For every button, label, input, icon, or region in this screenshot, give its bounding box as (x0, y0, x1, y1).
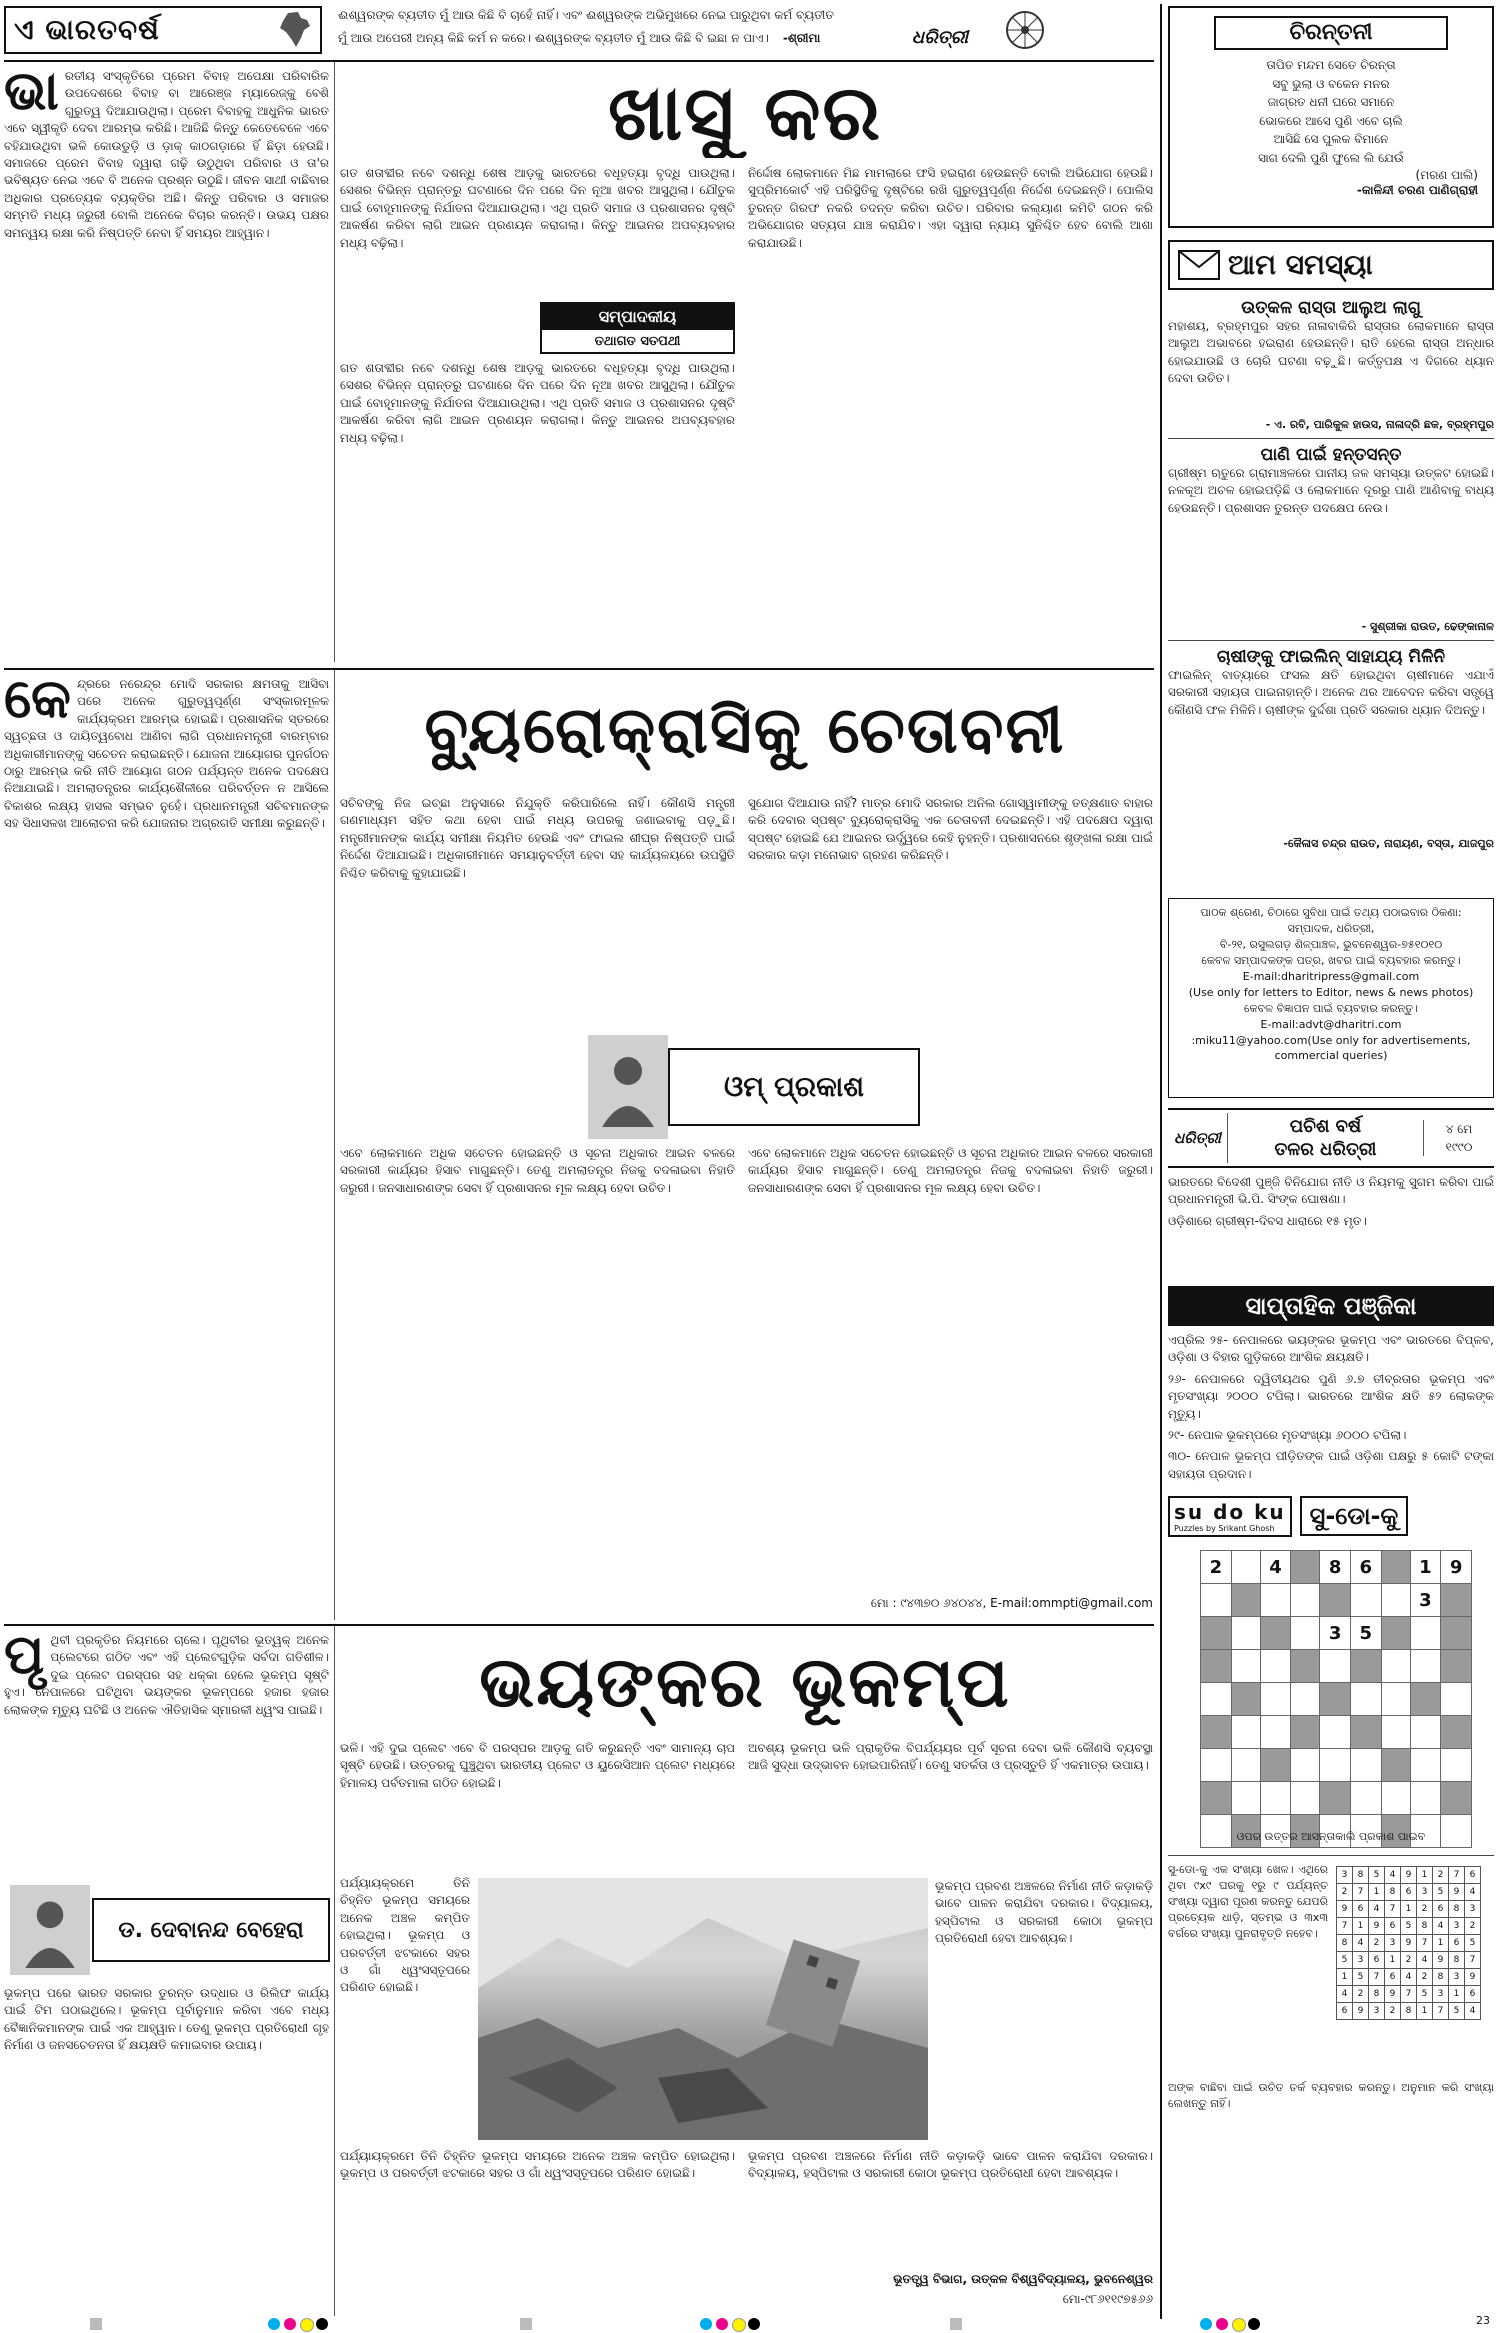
sudoku-cell[interactable] (1320, 1749, 1351, 1782)
sudoku-cell[interactable]: 2 (1201, 1551, 1232, 1584)
sudoku-cell[interactable] (1201, 1650, 1232, 1683)
earthquake-left-text: ଥିବୀ ପ୍ରକୃତିର ନିୟମରେ ଚାଲେ। ପୃଥିବୀର ଭୂତ୍ୱକ୍ ଅନେକ ପ୍ଲେଟରେ ଗଠିତ ଏବଂ ଏହି ପ୍ଲେଟଗୁଡ଼ିକ ସର୍ବଦା ଗତିଶୀଳ। ଦୁଇ ପ୍ଲେଟ ପରସ୍ପର ସହ ଧକ୍କା ହେଲେ ଭୂକମ୍ପ ସୃଷ୍ଟି ହୁଏ। ନେପାଳରେ ଘଟିଥିବା ଭୟଙ୍କର ଭୂକମ୍ପରେ ହଜାର ହଜାର ଲୋକଙ୍କ ମୃତ୍ୟୁ ଘଟିଛି ଓ ଅନେକ ଐତିହାସିକ ସ୍ମାରକୀ ଧ୍ୱଂସ ପାଇଛି। (4, 1633, 329, 1717)
sudoku-cell[interactable] (1291, 1683, 1320, 1716)
answer-cell: 9 (1401, 1867, 1417, 1884)
answer-cell: 4 (1337, 1986, 1353, 2003)
answer-cell: 8 (1449, 1952, 1465, 1969)
weekly-item: ୩୦- ନେପାଳ ଭୂକମ୍ପ ପୀଡ଼ିତଙ୍କ ପାଇଁ ଓଡ଼ିଶା ପକ୍ଷରୁ ୫ କୋଟି ଟଙ୍କା ସହାୟତା ପ୍ରଦାନ। (1168, 1449, 1494, 1481)
bureaucracy-left-column (4, 676, 329, 1616)
sudoku-cell[interactable] (1410, 1650, 1441, 1683)
earthquake-photo (478, 1878, 928, 2140)
answer-cell: 6 (1369, 1952, 1385, 1969)
answer-cell: 3 (1385, 1935, 1401, 1952)
answer-cell: 2 (1417, 1969, 1433, 1986)
twenty-five-year: ୧୯୯୦ (1445, 1140, 1473, 1154)
answer-cell: 1 (1449, 1986, 1465, 2003)
answer-cell: 8 (1401, 2003, 1417, 2020)
dharitri-mini-logo: ଧରିତ୍ରୀ (1168, 1113, 1228, 1163)
twenty-five-items (1168, 1174, 1494, 1274)
page-number: 23 (1476, 2314, 1490, 2327)
love-marriage-article (4, 68, 329, 664)
chirantani-box (1168, 6, 1494, 228)
answer-cell: 1 (1417, 1867, 1433, 1884)
sudoku-cell[interactable] (1350, 1749, 1381, 1782)
answer-cell: 2 (1353, 1986, 1369, 2003)
answer-cell: 3 (1353, 1952, 1369, 1969)
sudoku-cell[interactable] (1260, 1749, 1291, 1782)
contact-line: ସମ୍ପାଦକ, ଧରିତ୍ରୀ, (1287, 921, 1375, 935)
bureaucracy-lower-right (748, 1145, 1153, 1590)
weekly-item: ୨୬- ନେପାଳରେ ଦ୍ୱିତୀୟଥର ପୁଣି ୬.୭ ତୀବ୍ରତାର ଭୂକମ୍ପ ଏବଂ ମୃତସଂଖ୍ୟା ୨୦୦୦ ଟପିଲା। ଭାରତରେ ଆଂଶିକ କ୍ଷତି ୫୨ ଲୋକଙ୍କ ମୃତ୍ୟୁ। (1168, 1371, 1494, 1421)
sudoku-cell[interactable]: 1 (1410, 1551, 1441, 1584)
earthquake-bottom-left-body: ପର୍ଯ୍ୟାୟକ୍ରମେ ତିନି ଚିହ୍ନିତ ଭୂକମ୍ପ ସମୟରେ ଅନେକ ଅଞ୍ଚଳ କମ୍ପିତ ହୋଇଥିଲା। ଭୂକମ୍ପ ଓ ପରବର୍ତ୍ତୀ ଝଟକାରେ ସହର ଓ ଗାଁ ଧ୍ୱଂସସ୍ତୂପରେ ପରିଣତ ହୋଇଛି। (340, 2149, 735, 2181)
sudoku-cell[interactable] (1320, 1650, 1351, 1683)
editorial-left-body: ଗତ ଶତାବ୍ଦୀର ନବେ ଦଶନ୍ଧି ଶେଷ ଆଡ଼କୁ ଭାରତରେ ବଧୂହତ୍ୟା ବୃଦ୍ଧି ପାଉଥିଲା। ସେଶର ବିଭିନ୍ନ ପ୍ରାନ୍ତରୁ ଘଟଣାରେ ଦିନ ପରେ ଦିନ ନୂଆ ଖବର ଆସୁଥିଲା। ଯୌତୁକ ପାଇଁ ବୋହୂମାନଙ୍କୁ ନିର୍ଯାତନା ଦିଆଯାଉଥିଲା। ଏଥି ପ୍ରତି ସମାଜ ଓ ପ୍ରଶାସନର ଦୃଷ୍ଟି ଆକର୍ଷଣ କରିବା ଲାଗି ଆଇନ ପ୍ରଣୟନ କରାଗଲା। କିନ୍ତୁ ଆଇନର ଅପବ୍ୟବହାର ମଧ୍ୟ ବଢ଼ିଲା। (340, 166, 735, 250)
yahoo-email[interactable]: :miku11@yahoo.com(Use only for advertisements, commercial queries) (1191, 1033, 1471, 1063)
answer-cell: 4 (1433, 1918, 1449, 1935)
sudoku-cell[interactable] (1291, 1749, 1320, 1782)
sudoku-answer-table (1336, 1866, 1481, 2020)
letter-2-signature: - ସୁଶ୍ରୀକା ରାଉତ, ଢେଙ୍କାନାଳ (1361, 620, 1494, 633)
dropcap: ଭା (4, 68, 59, 122)
answer-cell: 5 (1449, 2003, 1465, 2020)
grey-swatch (90, 2318, 102, 2330)
earthquake-left-top (4, 1632, 329, 1882)
answer-cell: 4 (1385, 1867, 1401, 1884)
bureaucracy-mid-body: ସଚିବଙ୍କୁ ନିଜ ଇଚ୍ଛା ଅନୁସାରେ ନିଯୁକ୍ତି କରିପାରିଲେ ନାହିଁ। କୌଣସି ମନ୍ତ୍ରୀ ଗଣମାଧ୍ୟମ ସହିତ କଥା ହେବା ପାଇଁ ମଧ୍ୟ ଉପରକୁ ଜଣାଇବାକୁ ପଡ଼ୁଛି। ମନ୍ତ୍ରୀମାନଙ୍କ କାର୍ଯ୍ୟ ସମୀକ୍ଷା ନିୟମିତ ହେଉଛି ଏବଂ ଫାଇଲ ଶୀଘ୍ର ନିଷ୍ପତ୍ତି ପାଇଁ ନିର୍ଦ୍ଦେଶ ଦିଆଯାଇଛି। ଅଧିକାରୀମାନେ ସମୟାନୁବର୍ତ୍ତୀ ହେବା ସହ କାର୍ଯ୍ୟଳୟରେ ଉପସ୍ଥିତି ନିଶ୍ଚିତ କରିବାକୁ କୁହାଯାଇଛି। (340, 796, 735, 880)
dropcap: ପୃ (4, 1632, 45, 1686)
sudoku-cell[interactable]: 3 (1320, 1617, 1351, 1650)
sudoku-cell[interactable] (1231, 1617, 1260, 1650)
envelope-icon (1178, 250, 1220, 280)
answer-cell: 8 (1353, 1867, 1369, 1884)
twenty-five-item: ଓଡ଼ିଶାରେ ଗ୍ରୀଷ୍ମ-ଦିବସ ଧାରାରେ ୧୫ ମୃତ। (1168, 1213, 1367, 1228)
sudoku-cell[interactable] (1410, 1782, 1441, 1815)
cyan-swatch (1200, 2318, 1212, 2330)
answer-cell: 9 (1353, 2003, 1369, 2020)
sudoku-cell[interactable] (1291, 1551, 1320, 1584)
sudoku-instructions: ସୁ-ଡୋ-କୁ ଏକ ସଂଖ୍ୟା ଖେଳ। ଏଥିରେ ଥିବା ୯x୯ ଘରକୁ ୧ରୁ ୯ ପର୍ଯ୍ୟନ୍ତ ସଂଖ୍ୟା ଦ୍ୱାରା ପୂରଣ କରନ୍ତୁ ଯେପରି ପ୍ରତ୍ୟେକ ଧାଡ଼ି, ସ୍ତମ୍ଭ ଓ ୩x୩ ବର୍ଗରେ ସଂଖ୍ୟା ପୁନରାବୃତ୍ତି ନହେବ। (1168, 1863, 1328, 1940)
sudoku-cell[interactable] (1260, 1650, 1291, 1683)
answer-cell: 8 (1433, 1969, 1449, 1986)
earthquake-left-lower-text: ଭୂକମ୍ପ ପରେ ଭାରତ ସରକାର ତୁରନ୍ତ ଉଦ୍ଧାର ଓ ରିଲିଫ କାର୍ଯ୍ୟ ପାଇଁ ଟିମ ପଠାଇଥିଲେ। ଭୂକମ୍ପ ପୂର୍ବାନୁମାନ କରିବା ଏବେ ମଧ୍ୟ ବୈଜ୍ଞାନିକମାନଙ୍କ ପାଇଁ ଏକ ଆହ୍ୱାନ। ତେଣୁ ଭୂକମ୍ପ ପ୍ରତିରୋଧୀ ଗୃହ ନିର୍ମାଣ ଓ ଜନସଚେତନତା ହିଁ କ୍ଷୟକ୍ଷତି କମାଇବାର ଉପାୟ। (4, 1986, 329, 2053)
bureaucracy-headline: ବ୍ୟୁରୋକ୍ରାସିକୁ ଚେତାବନୀ (424, 693, 1066, 768)
answer-cell: 8 (1385, 1884, 1401, 1901)
sudoku-cell[interactable] (1260, 1617, 1291, 1650)
masthead-logo-text: ଏ ଭାରତବର୍ଷ (14, 13, 160, 46)
sudoku-cell[interactable] (1441, 1782, 1472, 1815)
contact-line: କେବଳ ବିଜ୍ଞାପନ ପାଇଁ ବ୍ୟବହାର କରନ୍ତୁ। (1243, 1001, 1418, 1015)
sudoku-cell[interactable] (1350, 1716, 1381, 1749)
earthquake-bottom-right (748, 2148, 1153, 2268)
letter-2-text: ଗ୍ରୀଷ୍ମ ଋତୁରେ ଗ୍ରାମାଞ୍ଚଳରେ ପାନୀୟ ଜଳ ସମସ୍ୟା ଉତ୍କଟ ହୋଇଛି। ନଳକୂଅ ଅଚଳ ହୋଇପଡ଼ିଛି ଓ ଲୋକମାନେ ଦୂରରୁ ପାଣି ଆଣିବାକୁ ବାଧ୍ୟ ହେଉଛନ୍ତି। ପ୍ରଶାସନ ତୁରନ୍ତ ପଦକ୍ଷେପ ନେଉ। (1168, 466, 1494, 515)
answer-cell: 5 (1369, 1867, 1385, 1884)
letter-1-signature: - ଏ. ରବି, ପାରିକୁଳ ହାଉସ, ନାଳାଦ୍ରି ଛକ, ବ୍ରହ୍ମପୁର (1265, 418, 1494, 431)
earthquake-right-body: ଅବଶ୍ୟ ଭୂକମ୍ପ ଭଳି ପ୍ରାକୃତିକ ବିପର୍ଯ୍ୟୟର ପୂର୍ବ ସୂଚନା ଦେବା ଭଳି କୌଣସି ବ୍ୟବସ୍ଥା ଆଜି ସୁଦ୍ଧା ଉଦ୍ଭାବନ ହୋଇପାରିନାହିଁ। ତେଣୁ ସତର୍କତା ଓ ପ୍ରସ୍ତୁତି ହିଁ ଏକମାତ୍ର ଉପାୟ। (748, 1741, 1153, 1773)
answer-cell: 5 (1465, 1935, 1481, 1952)
chirantani-title-box: ଚିରନ୍ତନୀ (1214, 16, 1448, 50)
answer-cell: 1 (1337, 1969, 1353, 1986)
editorial-right-body: ନିର୍ଦ୍ଦୋଷ ଲୋକମାନେ ମିଛ ମାମଲାରେ ଫସି ହଇରାଣ ହେଉଛନ୍ତି ବୋଲି ଅଭିଯୋଗ ହେଉଛି। ସୁପ୍ରିମକୋର୍ଟ ଏହି ପରିସ୍ଥିତିକୁ ଦୃଷ୍ଟିରେ ରଖି ଗୁରୁତ୍ୱପୂର୍ଣ୍ଣ ନିର୍ଦ୍ଦେଶ ଦେଇଛନ୍ତି। ପୋଲିସ ତୁରନ୍ତ ଗିରଫ ନକରି ତଦନ୍ତ କରିବା ଉଚିତ। ପରିବାର କଲ୍ୟାଣ କମିଟି ଗଠନ କରି ଅଭିଯୋଗର ସତ୍ୟତା ଯାଞ୍ଚ କରାଯିବ। ଏହା ଦ୍ୱାରା ନ୍ୟାୟ ସୁନିଶ୍ଚିତ ହେବ ବୋଲି ଆଶା କରାଯାଉଛି। (748, 166, 1153, 250)
twenty-five-item: ଭାରତରେ ବିଦେଶୀ ପୁଞ୍ଜି ବିନିଯୋଗ ନୀତି ଓ ନିୟମକୁ ସୁଗମ କରିବା ପାଇଁ ପ୍ରଧାନମନ୍ତ୍ରୀ ଭି.ପି. ସିଂଙ୍କ ଘୋଷଣା। (1168, 1175, 1494, 1207)
answer-cell: 2 (1417, 1901, 1433, 1918)
bureaucracy-right-body: ସୁଯୋଗ ଦିଆଯାଉ ନାହିଁ? ମାତ୍ର ମୋଦି ସରକାର ଅନିଲ ଗୋସ୍ୱାମୀଙ୍କୁ ତତ୍କ୍ଷଣାତ ବାହାର କରି ଦେବାର ସ୍ପଷ୍ଟ ବ୍ୟୁରୋକ୍ରାସିକୁ ଏକ ଚେତାବନୀ ଦେଇଛନ୍ତି। ଏହି ପଦକ୍ଷେପ ଦ୍ୱାରା ସ୍ପଷ୍ଟ ହୋଇଛି ଯେ ଆଇନର ଊର୍ଦ୍ଧ୍ୱରେ କେହି ନୁହନ୍ତି। ପ୍ରଶାସନରେ ଶୃଙ୍ଖଳା ରକ୍ଷା ପାଇଁ ସରକାର କଡ଼ା ମନୋଭାବ ଗ୍ରହଣ କରିଛନ୍ତି। (748, 796, 1153, 863)
sudoku-cell[interactable] (1201, 1683, 1232, 1716)
sudoku-cell[interactable] (1260, 1683, 1291, 1716)
earthquake-mid-lower-body: ପର୍ଯ୍ୟାୟକ୍ରମେ ତିନି ଚିହ୍ନିତ ଭୂକମ୍ପ ସମୟରେ ଅନେକ ଅଞ୍ଚଳ କମ୍ପିତ ହୋଇଥିଲା। ଭୂକମ୍ପ ଓ ପରବର୍ତ୍ତୀ ଝଟକାରେ ସହର ଓ ଗାଁ ଧ୍ୱଂସସ୍ତୂପରେ ପରିଣତ ହୋଇଛି। (340, 1876, 470, 1995)
earthquake-left-lower (4, 1985, 329, 2315)
twenty-five-title-1: ପଚିଶ ବର୍ଷ (1289, 1115, 1362, 1137)
answer-cell: 9 (1401, 1935, 1417, 1952)
sudoku-cell[interactable] (1441, 1749, 1472, 1782)
answer-cell: 6 (1353, 1901, 1369, 1918)
poem-line: ତାପିତ ମନ୍ଦମ ସେତେ ଚିରନ୍ତା (1266, 58, 1396, 72)
twenty-five-header (1168, 1108, 1494, 1168)
bureaucracy-mid-text (340, 795, 735, 1030)
author-photo-om-prakash (588, 1035, 668, 1139)
answer-cell: 1 (1417, 2003, 1433, 2020)
sudoku-cell[interactable] (1441, 1584, 1472, 1617)
person-icon (598, 1047, 658, 1127)
answer-cell: 4 (1465, 2003, 1481, 2020)
sudoku-cell[interactable] (1231, 1650, 1260, 1683)
cyan-swatch (268, 2318, 280, 2330)
editor-email-note: (Use only for letters to Editor, news & news photos) (1188, 985, 1474, 999)
yellow-swatch (732, 2318, 746, 2332)
sudoku-header (1168, 1490, 1494, 1542)
black-swatch (1248, 2318, 1260, 2330)
answer-cell: 7 (1465, 1952, 1481, 1969)
answer-cell: 1 (1401, 1901, 1417, 1918)
sudoku-cell[interactable] (1260, 1716, 1291, 1749)
answer-cell: 6 (1385, 1969, 1401, 1986)
twenty-five-years-box (1168, 1108, 1494, 1276)
sudoku-cell[interactable] (1381, 1749, 1410, 1782)
earthquake-right-text (748, 1740, 1153, 1870)
answer-cell: 3 (1417, 1884, 1433, 1901)
bureaucracy-right-text (748, 795, 1153, 1030)
answer-cell: 5 (1337, 1952, 1353, 1969)
sudoku-cell[interactable]: 8 (1320, 1551, 1351, 1584)
contact-line: କେବଳ ସମ୍ପାଦକଙ୍କ ପତ୍ର, ଖବର ପାଇଁ ବ୍ୟବହାର କରନ୍ତୁ। (1201, 953, 1461, 967)
weekly-item: ୨୯- ନେପାଳ ଭୂକମ୍ପରେ ମୃତସଂଖ୍ୟା ୬୦୦୦ ଟପିଲା। (1168, 1427, 1407, 1442)
author-photo-debananda (10, 1885, 90, 1975)
answer-cell: 2 (1369, 1935, 1385, 1952)
article-text: ରତୀୟ ସଂସ୍କୃତିରେ ପ୍ରେମ ବିବାହ ଅପେକ୍ଷା ପରିବାରିକ ଉପଦେଶରେ ବିବାହ ବା ଆରେଞ୍ଜ ମ୍ୟାରେଜ୍କୁ ବେଶି ଗୁରୁତ୍ୱ ଦିଆଯାଉଥିଲା। ପ୍ରେମ ବିବାହକୁ ଆଧୁନିକ ଭାରତ ଏବେ ସ୍ୱୀକୃତି ଦେବା ଆରମ୍ଭ କରିଛି। ଆଜିଛି କିନ୍ତୁ କେତେବେଳେ ଏବେ ବହିଯାଉଥିବା ଭଳି କୋଉଡୁଡ଼ି ଓ ଡ଼ାକ୍ କାଠଗଡ଼ାରେ ହିଁ ଛିଡ଼ା ହେଉଛି। ସମାଜରେ ପ୍ରେମ ବିବାହ ଦ୍ୱାରା ଗଢ଼ି ଉଠୁଥିବା ପରିବାର ଓ ତା'ର ଭବିଷ୍ୟତ ନେଇ ଏବେ ବି ଅନେକ ପ୍ରଶ୍ନ ଉଠୁଛି। ଜୀବନ ସାଥୀ ବାଛିବାର ଅଧିକାର ପ୍ରତ୍ୟେକ ବ୍ୟକ୍ତିର ଅଛି। କିନ୍ତୁ ପରିବାର ଓ ସମାଜର ସମ୍ମତି ମଧ୍ୟ ଜରୁରୀ ବୋଲି ଅନେକେ ବିଚାର କରନ୍ତି। ଉଭୟ ପକ୍ଷର ସମନ୍ୱୟ ରକ୍ଷା କରି ନିଷ୍ପତ୍ତି ନେବା ହିଁ ସମୟର ଆହ୍ୱାନ। (4, 69, 329, 240)
answer-cell: 1 (1369, 1884, 1385, 1901)
twenty-five-date: ୪ ମେ (1445, 1122, 1473, 1136)
sudoku-cell[interactable] (1201, 1749, 1232, 1782)
grey-swatch (950, 2318, 962, 2330)
answer-cell: 4 (1465, 1884, 1481, 1901)
answer-cell: 3 (1369, 2003, 1385, 2020)
rubble-illustration (478, 1878, 928, 2140)
earthquake-bottom-right-body: ଭୂକମ୍ପ ପ୍ରବଣ ଅଞ୍ଚଳରେ ନିର୍ମାଣ ନୀତି କଡ଼ାକଡ଼ି ଭାବେ ପାଳନ କରାଯିବା ଦରକାର। ବିଦ୍ୟାଳୟ, ହସ୍ପିଟାଲ ଓ ସରକାରୀ କୋଠା ଭୂକମ୍ପ ପ୍ରତିରୋଧୀ ହେବା ଆବଶ୍ୟକ। (748, 2149, 1153, 2181)
answer-cell: 7 (1433, 2003, 1449, 2020)
earthquake-mid-text (340, 1740, 735, 1870)
sudoku-cell[interactable] (1291, 1782, 1320, 1815)
editorial-author: ତଥାଗତ ସତପଥୀ (594, 334, 681, 349)
answer-cell: 2 (1433, 1867, 1449, 1884)
sudoku-cell[interactable] (1231, 1551, 1260, 1584)
sudoku-cell[interactable] (1441, 1683, 1472, 1716)
sudoku-cell[interactable] (1381, 1617, 1410, 1650)
weekly-almanac-bar: ସାପ୍ତାହିକ ପଞ୍ଜିକା (1168, 1286, 1494, 1326)
magenta-swatch (1216, 2318, 1228, 2330)
letter-3-signature: -କୈଳାସ ଚନ୍ଦ୍ର ରାଉତ, ନାରାୟଣ, ବସ୍ତା, ଯାଜପୁର (1283, 837, 1494, 850)
sudoku-cell[interactable]: 3 (1410, 1584, 1441, 1617)
bureaucracy-lower-right-body: ଏବେ ଲୋକମାନେ ଅଧିକ ସଚେତନ ହୋଇଛନ୍ତି ଓ ସୂଚନା ଅଧିକାର ଆଇନ ବଳରେ ସରକାରୀ କାର୍ଯ୍ୟର ହିସାବ ମାଗୁଛନ୍ତି। ତେଣୁ ଅମଲାତନ୍ତ୍ର ନିଜକୁ ବଦଳାଇବା ନିହାତି ଜରୁରୀ। ଜନସାଧାରଣଙ୍କ ସେବା ହିଁ ପ୍ରଶାସନର ମୂଳ ଲକ୍ଷ୍ୟ ହେବା ଉଚିତ। (748, 1146, 1153, 1195)
masthead-logo (4, 6, 322, 54)
sudoku-cell[interactable] (1410, 1683, 1441, 1716)
answer-cell: 5 (1401, 1918, 1417, 1935)
answer-cell: 2 (1385, 2003, 1401, 2020)
answer-cell: 6 (1465, 1986, 1481, 2003)
editorial-text-right (748, 165, 1153, 660)
bureaucracy-lower-left (340, 1145, 735, 1590)
sudoku-bottom-note: ଅଙ୍କ ବାଛିବା ପାଇଁ ଉଚିତ ତର୍କ ବ୍ୟବହାର କରନ୍ତୁ। ଅନୁମାନ କରି ସଂଖ୍ୟା ଲେଖନ୍ତୁ ନାହିଁ। (1168, 2081, 1494, 2110)
yellow-swatch (300, 2318, 314, 2332)
answer-cell: 4 (1369, 1901, 1385, 1918)
letter-2-title: ପାଣି ପାଇଁ ହନ୍ତସନ୍ତ (1260, 445, 1402, 465)
sudoku-cell[interactable] (1260, 1584, 1291, 1617)
poem-line: ଭୋକରେ ଆସେ ପୁଣି ଏବେ ଚାଲି (1259, 113, 1403, 128)
sudoku-puzzle[interactable] (1200, 1550, 1472, 1822)
answer-cell: 3 (1337, 1867, 1353, 1884)
letter-3-text: ଫାଇଲିନ୍ ବାତ୍ୟାରେ ଫସଲ କ୍ଷତି ହୋଇଥିବା ଚାଷୀମାନେ ଏଯାଏଁ ସରକାରୀ ସହାୟତା ପାଇନାହାନ୍ତି। ଅନେକ ଥର ଆବେଦନ କରିବା ସତ୍ତ୍ୱେ କୌଣସି ଫଳ ମିଳିନି। ଚାଷୀଙ୍କ ଦୁର୍ଦ୍ଦଶା ପ୍ରତି ସରକାର ଧ୍ୟାନ ଦିଅନ୍ତୁ। (1168, 668, 1494, 717)
letter-1-title: ଉତ୍କଳ ରାସ୍ତା ଆଲୁଅ ଲାଗୁ (1241, 298, 1421, 318)
problem-letters (1168, 298, 1494, 888)
sudoku-cell[interactable] (1231, 1716, 1260, 1749)
sudoku-cell[interactable] (1291, 1617, 1320, 1650)
sudoku-cell[interactable] (1231, 1584, 1260, 1617)
answer-cell: 6 (1337, 2003, 1353, 2020)
letter-3-title: ଚାଷୀଙ୍କୁ ଫାଇଲିନ୍ ସାହାଯ୍ୟ ମିଳିନି (1216, 647, 1446, 667)
sudoku-footer-note: ଓପର ଉତ୍ତର ଆସନ୍ତାକାଲି ପ୍ରକାଶ ପାଇବ (1236, 1830, 1426, 1843)
poem-line: ସାଗ ଦେଲି ପୁଣି ଫୁଲେ ଲି ଯେଉଁ (1258, 150, 1404, 165)
magenta-swatch (284, 2318, 296, 2330)
weekly-almanac-items (1168, 1332, 1494, 1482)
quote-author: -ଶ୍ରୀମା (782, 30, 821, 45)
sudoku-cell[interactable] (1320, 1782, 1351, 1815)
answer-cell: 7 (1369, 1969, 1385, 1986)
bureaucracy-left-text: ନ୍ଦ୍ରରେ ନରେନ୍ଦ୍ର ମୋଦି ସରକାର କ୍ଷମତାକୁ ଆସିବା ପରେ ଅନେକ ଗୁରୁତ୍ୱପୂର୍ଣ୍ଣ ସଂସ୍କାରମୂଳକ କାର୍ଯ୍ୟକ୍ରମ ଆରମ୍ଭ ହୋଇଛି। ପ୍ରଶାସନିକ ସ୍ତରରେ ସ୍ୱଚ୍ଛତା ଓ ଦାୟିତ୍ୱବୋଧ ଆଣିବା ଲାଗି ପ୍ରଧାନମନ୍ତ୍ରୀ ବାରମ୍ବାର ଅଧିକାରୀମାନଙ୍କୁ ସଚେତନ କରାଇଛନ୍ତି। ଯୋଜନା ଆୟୋଗର ପୁନର୍ଗଠନ ଠାରୁ ଆରମ୍ଭ କରି ନୀତି ଆୟୋଗ ଗଠନ ପର୍ଯ୍ୟନ୍ତ ଅନେକ ପଦକ୍ଷେପ ନିଆଯାଇଛି। ଅମଲାତନ୍ତ୍ରର କାର୍ଯ୍ୟଶୈଳୀରେ ପରିବର୍ତ୍ତନ ନ ଆସିଲେ ବିକାଶର ଲକ୍ଷ୍ୟ ହାସଲ ସମ୍ଭବ ନୁହେଁ। ପ୍ରଧାନମନ୍ତ୍ରୀ ସଚିବମାନଙ୍କ ସହ ସିଧାସଳଖ ଆଲୋଚନା କରି ଯୋଜନାର ଅଗ୍ରଗତି ସମୀକ୍ଷା କରୁଛନ୍ତି। (4, 677, 329, 831)
author-name: ଓମ୍ ପ୍ରକାଶ (723, 1070, 865, 1103)
editorial-text-left (340, 165, 735, 300)
bureaucracy-lower-left-body: ଏବେ ଲୋକମାନେ ଅଧିକ ସଚେତନ ହୋଇଛନ୍ତି ଓ ସୂଚନା ଅଧିକାର ଆଇନ ବଳରେ ସରକାରୀ କାର୍ଯ୍ୟର ହିସାବ ମାଗୁଛନ୍ତି। ତେଣୁ ଅମଲାତନ୍ତ୍ର ନିଜକୁ ବଦଳାଇବା ନିହାତି ଜରୁରୀ। ଜନସାଧାରଣଙ୍କ ସେବା ହିଁ ପ୍ରଶାସନର ମୂଳ ଲକ୍ଷ୍ୟ ହେବା ଉଚିତ। (340, 1146, 735, 1195)
sudoku-cell[interactable] (1350, 1650, 1381, 1683)
earthquake-author-name: ଡ. ଦେବାନନ୍ଦ ବେହେରା (118, 1917, 304, 1943)
earthquake-bottom-left (340, 2148, 735, 2288)
answer-cell: 6 (1465, 1867, 1481, 1884)
earthquake-headline: ଭୟଙ୍କର ଭୂକମ୍ପ (479, 1640, 1011, 1723)
sudoku-cell[interactable] (1320, 1716, 1351, 1749)
answer-cell: 7 (1353, 1884, 1369, 1901)
answer-cell: 9 (1433, 1952, 1449, 1969)
sudoku-logo: su do ku (1174, 1499, 1286, 1524)
editorial-headline: ଖାସୁ କର (608, 68, 882, 157)
answer-cell: 5 (1353, 1969, 1369, 1986)
sudoku-cell[interactable] (1410, 1716, 1441, 1749)
masthead-quote (338, 6, 968, 54)
answer-cell: 6 (1449, 1935, 1465, 1952)
sudoku-cell[interactable] (1381, 1551, 1410, 1584)
sudoku-cell[interactable] (1350, 1584, 1381, 1617)
sudoku-byline: Puzzles by Srikant Ghosh (1174, 1523, 1275, 1533)
editorial-label: ସମ୍ପାଦକୀୟ (542, 304, 733, 330)
problem-header (1168, 240, 1494, 290)
answer-cell: 9 (1465, 1969, 1481, 1986)
sudoku-cell[interactable] (1201, 1782, 1232, 1815)
sudoku-answer-grid (1336, 1866, 1481, 2020)
answer-cell: 1 (1433, 1935, 1449, 1952)
dharitri-brand: ଧରିତ୍ରୀ (911, 27, 968, 48)
sudoku-cell[interactable]: 6 (1350, 1551, 1381, 1584)
sudoku-cell[interactable] (1410, 1749, 1441, 1782)
sudoku-cell[interactable] (1231, 1683, 1260, 1716)
quote-line-1: ଈଶ୍ୱରଙ୍କ ବ୍ୟତୀତ ମୁଁ ଆଉ କିଛି ବି ଚାହେଁ ନାହିଁ। ଏବଂ ଈଶ୍ୱରଙ୍କ ଅଭିମୁଖରେ ନେଇ ପାରୁଥିବା କର୍ମ ବ୍ୟତୀତ (338, 8, 834, 22)
author-name-box (668, 1048, 920, 1126)
answer-cell: 5 (1433, 1884, 1449, 1901)
sudoku-cell[interactable] (1381, 1584, 1410, 1617)
earthquake-right-narrow (935, 1878, 1153, 2140)
answer-cell: 1 (1385, 1952, 1401, 1969)
answer-cell: 8 (1337, 1935, 1353, 1952)
answer-cell: 2 (1337, 1884, 1353, 1901)
answer-cell: 3 (1449, 1918, 1465, 1935)
sudoku-cell[interactable] (1441, 1716, 1472, 1749)
answer-cell: 6 (1385, 1918, 1401, 1935)
answer-cell: 7 (1417, 1935, 1433, 1952)
answer-cell: 3 (1449, 1969, 1465, 1986)
answer-cell: 6 (1401, 1884, 1417, 1901)
poem-lines (1170, 56, 1492, 168)
sudoku-cell[interactable] (1201, 1617, 1232, 1650)
sudoku-cell[interactable] (1291, 1584, 1320, 1617)
sudoku-cell[interactable]: 4 (1260, 1551, 1291, 1584)
earthquake-mid-left-narrow (340, 1875, 470, 2175)
answer-cell: 2 (1401, 1952, 1417, 1969)
sudoku-cell[interactable] (1291, 1716, 1320, 1749)
sudoku-cell[interactable] (1320, 1584, 1351, 1617)
answer-cell: 6 (1433, 1901, 1449, 1918)
editor-email[interactable]: E-mail:dharitripress@gmail.com (1242, 969, 1420, 983)
sudoku-cell[interactable] (1320, 1683, 1351, 1716)
earthquake-contact: ମୋ-୯୮୬୧୧୯୭୫୬୬ (1062, 2292, 1153, 2306)
person-icon (21, 1892, 79, 1968)
weekly-item: ଏପ୍ରିଲ ୨୫- ନେପାଳରେ ଭୟଙ୍କର ଭୂକମ୍ପ ଏବଂ ଭାରତରେ ବିପ୍ଳବ, ଓଡ଼ିଶା ଓ ବିହାର ଗୁଡ଼ିକରେ ଆଂଶିକ କ୍ଷୟକ୍ଷତି। (1168, 1333, 1494, 1365)
answer-cell: 1 (1353, 1918, 1369, 1935)
poem-line: ଆସିଛି ସେ ପୁଲକ ବିମାନେ (1273, 132, 1389, 147)
earthquake-right-narrow-body: ଭୂକମ୍ପ ପ୍ରବଣ ଅଞ୍ଚଳରେ ନିର୍ମାଣ ନୀତି କଡ଼ାକଡ଼ି ଭାବେ ପାଳନ କରାଯିବା ଦରକାର। ବିଦ୍ୟାଳୟ, ହସ୍ପିଟାଲ ଓ ସରକାରୀ କୋଠା ଭୂକମ୍ପ ପ୍ରତିରୋଧୀ ହେବା ଆବଶ୍ୟକ। (935, 1879, 1153, 1946)
grey-swatch (520, 2318, 532, 2330)
sudoku-cell[interactable] (1410, 1617, 1441, 1650)
black-swatch (748, 2318, 760, 2330)
advt-email[interactable]: E-mail:advt@dharitri.com (1260, 1017, 1402, 1031)
twenty-five-title-2: ତଳର ଧରିତ୍ରୀ (1274, 1139, 1377, 1160)
editorial-label-box (540, 302, 735, 354)
yellow-swatch (1232, 2318, 1246, 2332)
sudoku-cell[interactable] (1231, 1782, 1260, 1815)
sudoku-cell[interactable] (1201, 1716, 1232, 1749)
sudoku-cell[interactable] (1381, 1650, 1410, 1683)
black-swatch (316, 2318, 328, 2330)
india-map-icon (274, 10, 314, 50)
sudoku-title-odia: ସୁ-ଡୋ-କୁ (1300, 1496, 1409, 1536)
sudoku-cell[interactable]: 9 (1441, 1551, 1472, 1584)
answer-cell: 8 (1417, 1918, 1433, 1935)
sudoku-cell[interactable] (1381, 1683, 1410, 1716)
sudoku-cell[interactable]: 5 (1350, 1617, 1381, 1650)
answer-cell: 4 (1417, 1952, 1433, 1969)
answer-cell: 8 (1369, 1986, 1385, 2003)
answer-cell: 7 (1385, 1901, 1401, 1918)
earthquake-mid-body: ଭଳି। ଏହି ଦୁଇ ପ୍ଲେଟ ଏବେ ବି ପରସ୍ପର ଆଡ଼କୁ ଗତି କରୁଛନ୍ତି ଏବଂ ସାମାନ୍ୟ ଚାପ ସୃଷ୍ଟି ହେଉଛି। ଉତ୍ତରକୁ ଘୁଞ୍ଚୁଥିବା ଭାରତୀୟ ପ୍ଲେଟ ଓ ୟୁରେସିଆନ ପ୍ଲେଟ ମଧ୍ୟରେ ହିମାଳୟ ପର୍ବତମାଳା ଗଠିତ ହୋଇଛି। (340, 1741, 735, 1790)
answer-cell: 9 (1385, 1986, 1401, 2003)
sudoku-grid[interactable] (1200, 1550, 1472, 1848)
answer-cell: 3 (1465, 1901, 1481, 1918)
quote-line-2: ମୁଁ ଆଉ ଅପେରୀ ଅନ୍ୟ କିଛି କର୍ମ ନ କରେ। ଈଶ୍ୱରଙ୍କ ବ୍ୟତୀତ ମୁଁ ଆଉ କିଛି ବି ଇଛା ନ ପାଏ। (338, 30, 769, 45)
sudoku-cell[interactable] (1441, 1617, 1472, 1650)
poem-ref: (ମରଣ ପାଲି) (1415, 167, 1478, 182)
sudoku-cell[interactable] (1381, 1782, 1410, 1815)
contact-line: ବି-୨୧, ରସୁଲଗଡ଼ ଶିଳ୍ପାଞ୍ଚଳ, ଭୁବନେଶ୍ୱର-୭୫୧୦୧୦ (1219, 937, 1443, 951)
editorial-left-body-2: ଗତ ଶତାବ୍ଦୀର ନବେ ଦଶନ୍ଧି ଶେଷ ଆଡ଼କୁ ଭାରତରେ ବଧୂହତ୍ୟା ବୃଦ୍ଧି ପାଉଥିଲା। ସେଶର ବିଭିନ୍ନ ପ୍ରାନ୍ତରୁ ଘଟଣାରେ ଦିନ ପରେ ଦିନ ନୂଆ ଖବର ଆସୁଥିଲା। ଯୌତୁକ ପାଇଁ ବୋହୂମାନଙ୍କୁ ନିର୍ଯାତନା ଦିଆଯାଉଥିଲା। ଏଥି ପ୍ରତି ସମାଜ ଓ ପ୍ରଶାସନର ଦୃଷ୍ଟି ଆକର୍ଷଣ କରିବା ଲାଗି ଆଇନ ପ୍ରଣୟନ କରାଗଲା। କିନ୍ତୁ ଆଇନର ଅପବ୍ୟବହାର ମଧ୍ୟ ବଢ଼ିଲା। (340, 361, 735, 445)
sudoku-cell[interactable] (1350, 1782, 1381, 1815)
answer-cell: 8 (1449, 1901, 1465, 1918)
earthquake-affiliation: ଭୂତତ୍ତ୍ୱ ବିଭାଗ, ଉତ୍କଳ ବିଶ୍ୱବିଦ୍ୟାଳୟ, ଭୁବନେଶ୍ୱର (893, 2272, 1153, 2286)
answer-cell: 7 (1449, 1867, 1465, 1884)
answer-cell: 9 (1369, 1918, 1385, 1935)
sudoku-cell[interactable] (1260, 1782, 1291, 1815)
answer-cell: 7 (1401, 1986, 1417, 2003)
sudoku-cell[interactable] (1381, 1716, 1410, 1749)
bureaucracy-contact: ମୋ : ୯୪୩୭୦ ୬୪୦୪୪, E-mail:ommpti@gmail.com (870, 1596, 1153, 1610)
poem-line: ସବୁ ଭୁଲା ଓ ବକେନ ମନର (1272, 76, 1390, 91)
problem-title: ଆମ ସମସ୍ୟା (1228, 248, 1373, 281)
sudoku-cell[interactable] (1201, 1584, 1232, 1617)
answer-cell: 9 (1337, 1901, 1353, 1918)
dropcap: କେ (4, 676, 71, 730)
contact-line: ପାଠକ ଶ୍ରେଣ, ଚିଠାରେ ସୁବିଧା ପାଇଁ ତଥ୍ୟ ପଠାଇବାର ଠିକଣା: (1200, 906, 1462, 919)
sudoku-cell[interactable] (1350, 1683, 1381, 1716)
poem-author: -କାଳିନ୍ଦୀ ଚରଣ ପାଣିଗ୍ରାହୀ (1356, 182, 1478, 197)
answer-cell: 3 (1433, 1986, 1449, 2003)
answer-cell: 5 (1417, 1986, 1433, 2003)
earthquake-author-box (92, 1898, 330, 1962)
sudoku-cell[interactable] (1231, 1749, 1260, 1782)
contact-box (1168, 898, 1494, 1098)
cyan-swatch (700, 2318, 712, 2330)
chakra-emblem-icon (1005, 10, 1045, 50)
answer-cell: 4 (1353, 1935, 1369, 1952)
letter-1-text: ମହାଶୟ, ବ୍ରହ୍ମପୁର ସହର ନାଳାବାକିରି ରାସ୍ତାର ଲୋକମାନେ ରାସ୍ତା ଆଲୁଅ ଅଭାବରେ ହଇରାଣ ହେଉଛନ୍ତି। ରାତି ହେଲେ ରାସ୍ତା ଅନ୍ଧାର ହୋଇଯାଉଛି ଓ ଚୋରି ଘଟଣା ବଢ଼ୁଛି। କର୍ତ୍ତୃପକ୍ଷ ଏ ଦିଗରେ ଧ୍ୟାନ ଦେବା ଉଚିତ। (1168, 319, 1494, 386)
magenta-swatch (716, 2318, 728, 2330)
editorial-text-left-2 (340, 360, 735, 660)
poem-line: ଜାଗ୍ରତ ଧନୀ ଘରେ ସମାନେ (1267, 95, 1395, 110)
sudoku-cell[interactable] (1441, 1650, 1472, 1683)
answer-cell: 9 (1449, 1884, 1465, 1901)
answer-cell: 4 (1401, 1969, 1417, 1986)
sudoku-cell[interactable] (1291, 1650, 1320, 1683)
answer-cell: 7 (1337, 1918, 1353, 1935)
answer-cell: 2 (1465, 1918, 1481, 1935)
